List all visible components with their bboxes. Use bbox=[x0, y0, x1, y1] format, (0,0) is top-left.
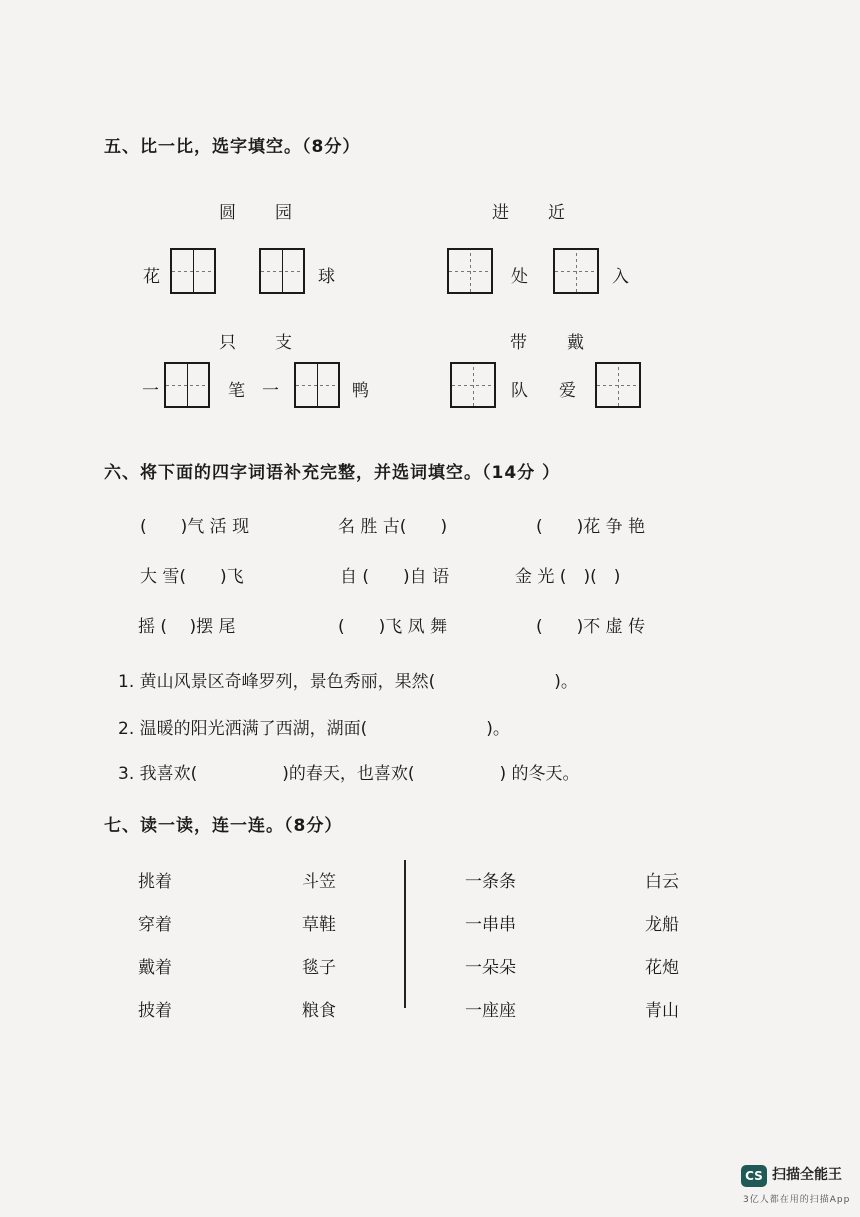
word-char: 一 bbox=[262, 381, 279, 401]
word-char: 球 bbox=[318, 267, 335, 287]
word-char: 花 bbox=[143, 267, 160, 287]
idiom-blank[interactable]: 金 光 ( )( ) bbox=[515, 567, 621, 587]
word-char: 爱 bbox=[559, 381, 576, 401]
idiom-blank[interactable]: 大 雪( )飞 bbox=[140, 567, 244, 587]
match-item[interactable]: 一条条 bbox=[465, 872, 516, 892]
match-item[interactable]: 穿着 bbox=[138, 915, 172, 935]
word-char: 一 bbox=[142, 381, 159, 401]
word-char: 入 bbox=[612, 267, 629, 287]
tianzige-box[interactable] bbox=[259, 248, 305, 294]
match-item[interactable]: 披着 bbox=[138, 1001, 172, 1021]
idiom-blank[interactable]: ( )不 虚 传 bbox=[536, 617, 646, 637]
fill-question-1[interactable]: 1. 黄山风景区奇峰罗列，景色秀丽，果然( )。 bbox=[118, 672, 578, 692]
choice-char: 支 bbox=[275, 333, 292, 353]
match-item[interactable]: 毯子 bbox=[302, 958, 336, 978]
scanner-tagline: 3亿人都在用的扫描App bbox=[743, 1195, 851, 1205]
tianzige-box[interactable] bbox=[164, 362, 210, 408]
tianzige-box[interactable] bbox=[294, 362, 340, 408]
match-item[interactable]: 一串串 bbox=[465, 915, 516, 935]
tianzige-box[interactable] bbox=[595, 362, 641, 408]
choice-char: 近 bbox=[548, 203, 565, 223]
tianzige-box[interactable] bbox=[447, 248, 493, 294]
divider-line bbox=[404, 860, 406, 1008]
word-char: 笔 bbox=[228, 381, 245, 401]
choice-char: 园 bbox=[275, 203, 292, 223]
scanner-logo-icon: CS bbox=[741, 1165, 767, 1187]
fill-question-2[interactable]: 2. 温暖的阳光洒满了西湖，湖面( )。 bbox=[118, 719, 510, 739]
match-item[interactable]: 一朵朵 bbox=[465, 958, 516, 978]
match-item[interactable]: 戴着 bbox=[138, 958, 172, 978]
idiom-blank[interactable]: ( )气 活 现 bbox=[140, 517, 250, 537]
word-char: 队 bbox=[511, 381, 528, 401]
match-item[interactable]: 龙船 bbox=[645, 915, 679, 935]
choice-char: 圆 bbox=[219, 203, 236, 223]
idiom-blank[interactable]: 自 ( )自 语 bbox=[340, 567, 450, 587]
match-item[interactable]: 斗笠 bbox=[302, 872, 336, 892]
tianzige-box[interactable] bbox=[170, 248, 216, 294]
choice-char: 进 bbox=[492, 203, 509, 223]
section-5-title: 五、比一比，选字填空。（8分） bbox=[104, 137, 361, 157]
match-item[interactable]: 粮食 bbox=[302, 1001, 336, 1021]
match-item[interactable]: 花炮 bbox=[645, 958, 679, 978]
idiom-blank[interactable]: ( )飞 凤 舞 bbox=[338, 617, 448, 637]
section-7-title: 七、读一读，连一连。（8分） bbox=[104, 816, 343, 836]
tianzige-box[interactable] bbox=[553, 248, 599, 294]
choice-char: 带 bbox=[510, 333, 527, 353]
scanner-brand: 扫描全能王 bbox=[772, 1167, 842, 1183]
choice-char: 只 bbox=[219, 333, 236, 353]
match-item[interactable]: 草鞋 bbox=[302, 915, 336, 935]
choice-char: 戴 bbox=[567, 333, 584, 353]
match-item[interactable]: 挑着 bbox=[138, 872, 172, 892]
tianzige-box[interactable] bbox=[450, 362, 496, 408]
idiom-blank[interactable]: 摇 ( )摆 尾 bbox=[138, 617, 236, 637]
match-item[interactable]: 青山 bbox=[645, 1001, 679, 1021]
idiom-blank[interactable]: 名 胜 古( ) bbox=[338, 517, 448, 537]
fill-question-3[interactable]: 3. 我喜欢( )的春天，也喜欢( ) 的冬天。 bbox=[118, 764, 580, 784]
word-char: 处 bbox=[511, 267, 528, 287]
idiom-blank[interactable]: ( )花 争 艳 bbox=[536, 517, 646, 537]
match-item[interactable]: 白云 bbox=[645, 872, 679, 892]
section-6-title: 六、将下面的四字词语补充完整，并选词填空。（14分 ） bbox=[104, 463, 561, 483]
match-item[interactable]: 一座座 bbox=[465, 1001, 516, 1021]
word-char: 鸭 bbox=[352, 381, 369, 401]
